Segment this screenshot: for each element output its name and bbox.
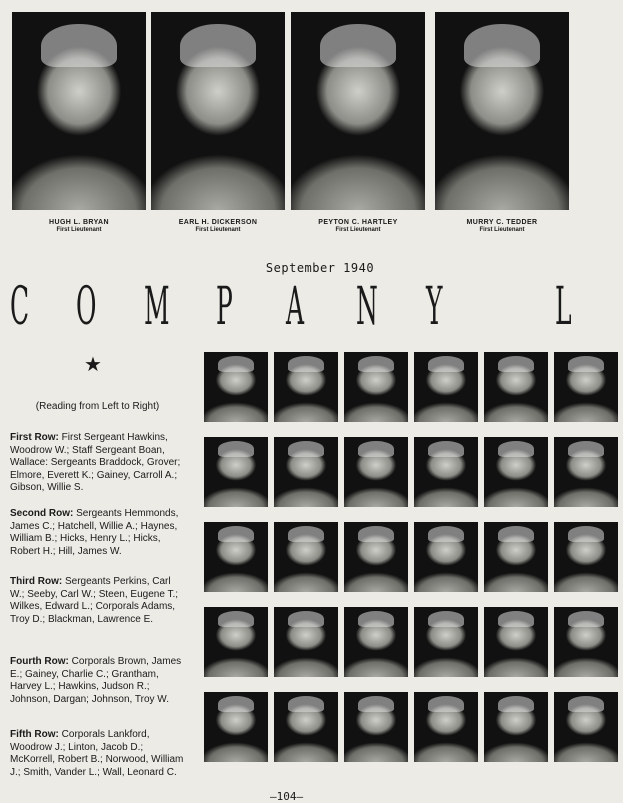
row-label: Third Row: (10, 576, 63, 587)
officer-rank: First Lieutenant (195, 227, 241, 233)
soldier-photo (554, 607, 618, 677)
title-letter: N (356, 277, 378, 337)
title-letter: O (76, 277, 97, 337)
row-names: Corporals Lankford, Woodrow J.; Linton, Jacob D.; McKorrell, Robert B.; Norwood, William J.; Smith, Vander L.; Wall, Leonard C. (10, 729, 184, 778)
soldier-photo (484, 352, 548, 422)
soldier-photo (204, 437, 268, 507)
row-names: Corporals Brown, James E.; Gainey, Charlie C.; Grantham, Harvey L.; Hawkins, Judson R.; Johnson, Dargan; Johnson, Troy W. (10, 656, 182, 705)
soldier-photo (414, 352, 478, 422)
soldier-photo (344, 607, 408, 677)
soldier-photo (484, 437, 548, 507)
soldier-photo-grid (204, 352, 620, 777)
title-letter: A (286, 277, 305, 337)
officer-photo (435, 12, 569, 210)
soldier-photo (414, 607, 478, 677)
photo-row-4 (204, 607, 620, 677)
officer-name: EARL H. DICKERSON (178, 219, 258, 226)
soldier-photo (414, 437, 478, 507)
row-names: First Sergeant Hawkins, Woodrow W.; Staff Sergeant Boan, Wallace: Sergeants Braddock, Grover; Elmore, Everett K.; Gainey, Carroll A.; Gibson, Willie S. (10, 432, 181, 493)
officer-photo (12, 12, 146, 210)
soldier-photo (484, 692, 548, 762)
row-names: Sergeants Hemmonds, James C.; Hatchell, Willie A.; Haynes, William B.; Hicks, Henry L.; Hicks, Robert H.; Hill, James W. (10, 508, 179, 557)
row-caption (10, 432, 185, 495)
row-label: First Row: (10, 432, 59, 443)
soldier-photo (484, 607, 548, 677)
officer-name: PEYTON C. HARTLEY (318, 219, 398, 226)
officer-name: MURRY C. TEDDER (466, 219, 538, 226)
star-icon: ★ (84, 354, 102, 376)
soldier-photo (344, 692, 408, 762)
caption-header: (Reading from Left to Right) (35, 401, 160, 412)
soldier-photo (484, 522, 548, 592)
soldier-photo (554, 437, 618, 507)
row-caption (10, 656, 185, 706)
company-title (10, 278, 580, 336)
title-letter: L (555, 277, 572, 337)
row-caption (10, 508, 185, 558)
soldier-photo (274, 437, 338, 507)
date-heading: September 1940 (265, 261, 375, 275)
soldier-photo (204, 692, 268, 762)
officer-hartley (291, 12, 425, 233)
row-names: Sergeants Perkins, Carl W.; Seeby, Carl W.; Steen, Eugene T.; Wilkes, Edward L.; Corporals Adams, Troy D.; Blackman, Lawrence E. (10, 576, 179, 625)
officer-name: HUGH L. BRYAN (49, 219, 109, 226)
row-label: Fifth Row: (10, 729, 59, 740)
soldier-photo (274, 522, 338, 592)
photo-row-5 (204, 692, 620, 762)
officer-dickerson (151, 12, 285, 233)
soldier-photo (204, 352, 268, 422)
photo-row-2 (204, 437, 620, 507)
photo-row-1 (204, 352, 620, 422)
soldier-photo (554, 522, 618, 592)
officer-photo (151, 12, 285, 210)
title-letter: C (10, 277, 30, 337)
soldier-photo (554, 692, 618, 762)
officer-photo (291, 12, 425, 210)
soldier-photo (414, 692, 478, 762)
title-letter: P (216, 277, 233, 337)
row-label: Fourth Row: (10, 656, 69, 667)
soldier-photo (204, 607, 268, 677)
soldier-photo (274, 692, 338, 762)
soldier-photo (344, 437, 408, 507)
photo-row-3 (204, 522, 620, 592)
officer-rank: First Lieutenant (335, 227, 381, 233)
title-letter: Y (426, 277, 443, 337)
officer-rank: First Lieutenant (479, 227, 525, 233)
soldier-photo (274, 607, 338, 677)
soldier-photo (204, 522, 268, 592)
page-number: —104— (270, 790, 304, 803)
officer-bryan (12, 12, 146, 233)
title-letter: M (144, 277, 170, 337)
soldier-photo (344, 352, 408, 422)
soldier-photo (554, 352, 618, 422)
soldier-photo (414, 522, 478, 592)
officer-tedder (435, 12, 569, 233)
soldier-photo (344, 522, 408, 592)
row-label: Second Row: (10, 508, 74, 519)
officer-rank: First Lieutenant (56, 227, 102, 233)
officer-photos (12, 12, 572, 242)
soldier-photo (274, 352, 338, 422)
row-caption (10, 729, 185, 779)
row-caption (10, 576, 185, 626)
